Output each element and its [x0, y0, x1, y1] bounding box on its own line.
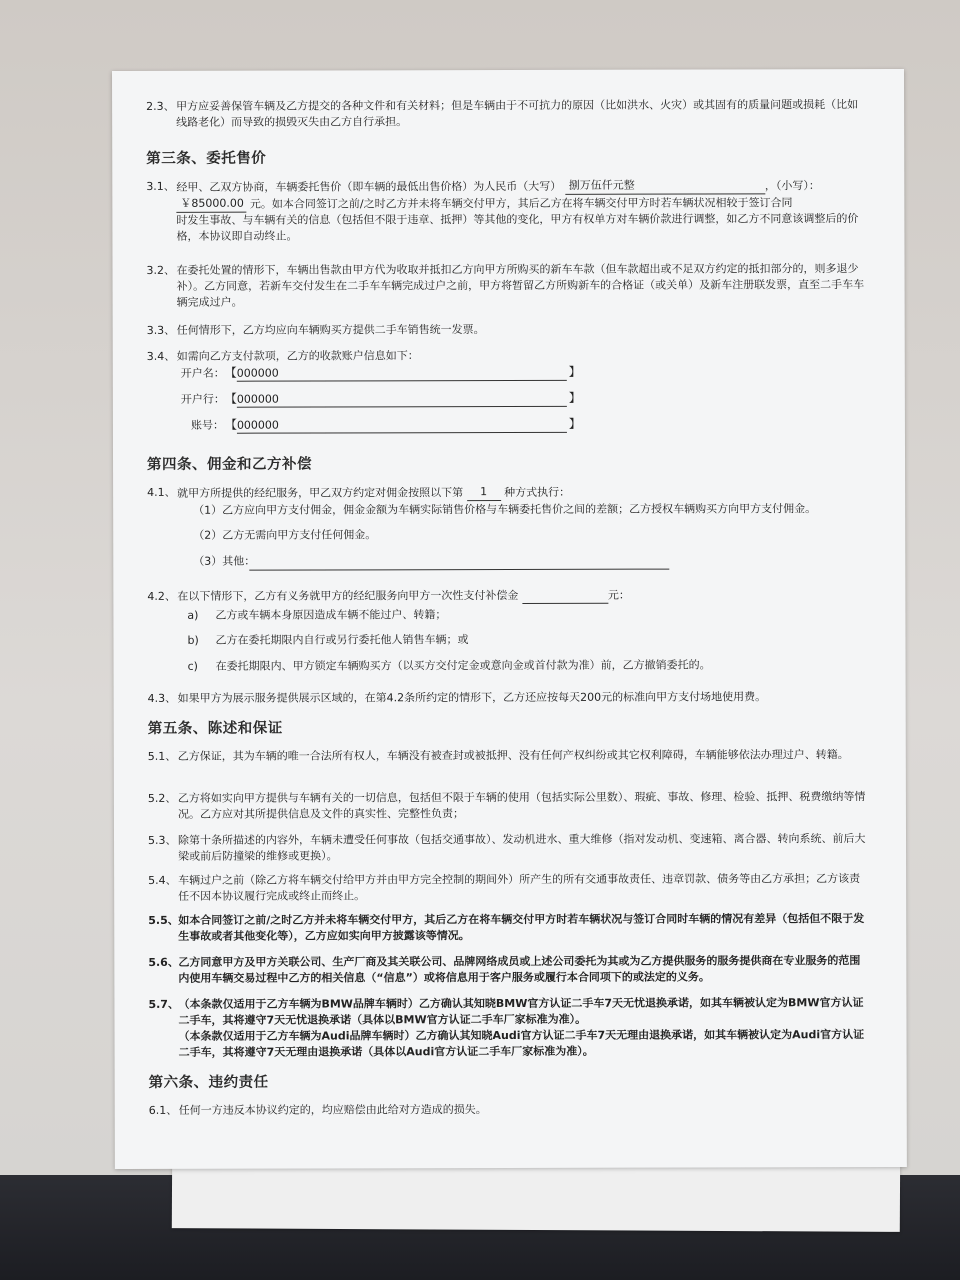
clause-text: 除第十条所描述的内容外，车辆未遭受任何事故（包括交通事故）、发动机进水、重大维修（指对发动机、变速箱、离合器、转向系统、前后大梁或前后防撞梁的维修或更换）。	[177, 832, 866, 863]
clause-number: 3.3、	[146, 323, 176, 337]
clause-text-4: 时发生事故、与车辆有关的信息（包括但不限于违章、抵押）等其他的变化，甲方有权单方对车辆价款进行调整，如乙方不同意该调整后的价格，本协议即自动终止。	[176, 212, 859, 243]
account-name-label: 开户名：	[180, 366, 225, 380]
account-number-value: 000000	[237, 417, 567, 434]
clause-3-4	[147, 347, 869, 365]
clause-number: 3.2、	[146, 263, 176, 277]
section-title-6: 第六条、违约责任	[148, 1074, 269, 1091]
account-number-label: 账号：	[190, 418, 224, 432]
clause-text: 甲方应妥善保管车辆及乙方提交的各种文件和有关材料；但是车辆由于不可抗力的原因（比如洪水、火灾）或其固有的质量问题或损耗（比如线路老化）而导致的损毁灭失由乙方自行承担。	[176, 98, 859, 129]
contract-page	[112, 69, 907, 1169]
clause-number: 5.5、	[148, 913, 179, 927]
clause-5-4	[148, 871, 870, 907]
clause-text-bmw: （本条款仅适用于乙方车辆为BMW品牌车辆时）乙方确认其知晓BMW官方认证二手车7天无忧退换承诺，如其车辆被认定为BMW官方认证二手车，其将遵守7天无忧退换承诺（具体以BMW官方认证二手车厂家标准为准）。	[178, 996, 864, 1027]
amount-upper-field: 捌万伍仟元整	[565, 177, 765, 195]
right-bracket: 】	[568, 364, 581, 379]
clause-body	[177, 483, 869, 502]
clause-text: 如需向乙方支付款项，乙方的收款账户信息如下：	[176, 349, 419, 363]
clause-text: 如本合同签订之前/之时乙方并未将车辆交付甲方，其后乙方在将车辆交付甲方时若车辆状况与签订合同时车辆的情况有差异（包括但不限于发生事故或者其他变化等），乙方应如实向甲方披露该等情况。	[178, 912, 865, 943]
clause-number: 4.2、	[147, 589, 176, 603]
option-2: （2）乙方无需向甲方支付任何佣金。	[193, 528, 377, 542]
clause-text-3: 元。如本合同签订之前/之时乙方并未将车辆交付甲方，其后乙方在将车辆交付甲方时若车辆状况相较于签订合同	[249, 196, 793, 211]
clause-text-1: 在以下情形下，乙方有义务就甲方的经纪服务向甲方一次性支付补偿金	[177, 588, 519, 603]
amount-lower-field: ￥85000.00	[176, 196, 246, 213]
item-b-text: 乙方在委托期限内自行或另行委托他人销售车辆；或	[215, 633, 469, 647]
clause-body	[178, 995, 870, 1061]
clause-5-5	[148, 911, 870, 947]
clause-body	[177, 587, 869, 605]
clause-number: 6.1、	[148, 1103, 178, 1117]
clause-number: 5.3、	[147, 833, 177, 847]
clause-body	[176, 177, 868, 245]
clause-text: 任何一方违反本协议约定的，均应赔偿由此给对方造成的损失。	[178, 1103, 487, 1117]
bank-value: 000000	[237, 391, 567, 408]
clause-5-2	[148, 789, 870, 825]
clause-5-3	[148, 831, 870, 867]
section-title-3: 第三条、委托售价	[146, 150, 267, 167]
clause-text: 乙方保证，其为车辆的唯一合法所有权人，车辆没有被查封或被抵押、没有任何产权纠纷或其它权利障碍，车辆能够依法办理过户、转籍。	[177, 748, 849, 763]
clause-number: 2.3、	[146, 99, 175, 113]
account-name-value: 000000	[237, 365, 567, 382]
clause-text: 如果甲方为展示服务提供展示区域的，在第4.2条所约定的情形下，乙方还应按每天200元的标准向甲方支付场地使用费。	[177, 690, 767, 705]
clause-3-2	[147, 261, 869, 313]
clause-4-2	[147, 587, 869, 605]
clause-number: 3.4、	[146, 349, 176, 363]
clause-5-1	[148, 747, 870, 783]
clause-number: 5.6、	[148, 955, 179, 969]
clause-3-1	[146, 177, 868, 249]
clause-number: 5.2、	[147, 791, 177, 805]
clause-text-2: 元：	[607, 588, 630, 602]
item-b-label: b)	[187, 633, 199, 647]
clause-text: 在委托处置的情形下，车辆出售款由甲方代为收取并抵扣乙方向甲方所购买的新车车款（但车款超出或不足双方约定的抵扣部分的，则多退少补）。乙方同意，若新车交付发生在二手车车辆完成过户之前，甲方将暂留乙方所购新车的合格证（或关单）及新车注册联发票，直至二手车车辆完成过户。	[176, 262, 865, 309]
item-a-text: 乙方或车辆本身原因造成车辆不能过户、转籍；	[215, 608, 447, 622]
clause-text: 乙方将如实向甲方提供与车辆有关的一切信息，包括但不限于车辆的使用（包括实际公里数）、瑕疵、事故、修理、检验、抵押、税费缴纳等情况。乙方应对其所提供信息及文件的真实性、完整性负责；	[177, 790, 866, 821]
clause-5-6	[148, 953, 870, 989]
clause-number: 3.1、	[146, 179, 175, 193]
clause-number: 4.3、	[147, 691, 177, 705]
clause-text-2: ，（小写）：	[764, 179, 820, 193]
left-bracket: 【	[224, 391, 237, 406]
left-bracket: 【	[224, 417, 237, 432]
item-a-label: a)	[187, 608, 199, 622]
clause-4-1	[147, 483, 869, 501]
clause-number: 5.7、	[148, 997, 179, 1011]
section-title-5: 第五条、陈述和保证	[147, 720, 283, 737]
clause-2-3	[146, 97, 868, 133]
right-bracket: 】	[568, 390, 581, 405]
clause-5-7	[148, 995, 870, 1067]
clause-number: 5.4、	[148, 873, 177, 887]
item-c-label: c)	[187, 659, 198, 673]
compensation-blank-field	[522, 589, 608, 604]
clause-text-1: 经甲、乙双方协商，车辆委托售价（即车辆的最低出售价格）为人民币（大写）	[176, 179, 562, 194]
clause-text-2: 种方式执行：	[504, 485, 571, 500]
clause-text: 车辆过户之前（除乙方将车辆交付给甲方并由甲方完全控制的期间外）所产生的所有交通事故责任、违章罚款、债务等由乙方承担；乙方该责任不因本协议履行完成或终止而终止。	[178, 872, 861, 903]
method-number-field: 1	[467, 484, 501, 501]
section-title-4: 第四条、佣金和乙方补偿	[147, 456, 313, 473]
clause-text-audi: （本条款仅适用于乙方车辆为Audi品牌车辆时）乙方确认其知晓Audi官方认证二手车7天无理由退换承诺，如其车辆被认定为Audi官方认证二手车，其将遵守7天无理由退换承诺（具体以Audi官方认证二手车厂家标准为准）。	[178, 1028, 865, 1059]
option-1: （1）乙方应向甲方支付佣金，佣金金额为车辆实际销售价格与车辆委托售价之间的差额；乙方授权车辆购买方向甲方支付佣金。	[193, 502, 817, 517]
clause-number: 4.1、	[147, 485, 176, 499]
left-bracket: 【	[224, 365, 237, 380]
option-3-blank-line	[249, 554, 669, 571]
item-c-text: 在委托期限内、甲方锁定车辆购买方（以买方交付定金或意向金或首付款为准）前，乙方撤销委托的。	[215, 658, 711, 673]
clause-text-1: 就甲方所提供的经纪服务，甲乙双方约定对佣金按照以下第	[177, 486, 464, 500]
clause-3-3	[147, 321, 869, 339]
clause-6-1	[149, 1101, 871, 1119]
clause-4-3	[148, 689, 870, 707]
option-3: （3）其他：	[193, 554, 256, 568]
right-bracket: 】	[568, 416, 581, 431]
clause-text: 任何情形下，乙方均应向车辆购买方提供二手车销售统一发票。	[176, 323, 485, 337]
bank-label: 开户行：	[180, 392, 225, 406]
clause-number: 5.1、	[147, 749, 177, 763]
clause-text: 乙方同意甲方及甲方关联公司、生产厂商及其关联公司、品牌网络成员或上述公司委托为其或为乙方提供服务的服务提供商在专业服务的范围内使用车辆交易过程中乙方的相关信息（“信息”）或将信息用于客户服务或履行本合同项下的或法定的义务。	[178, 954, 861, 985]
